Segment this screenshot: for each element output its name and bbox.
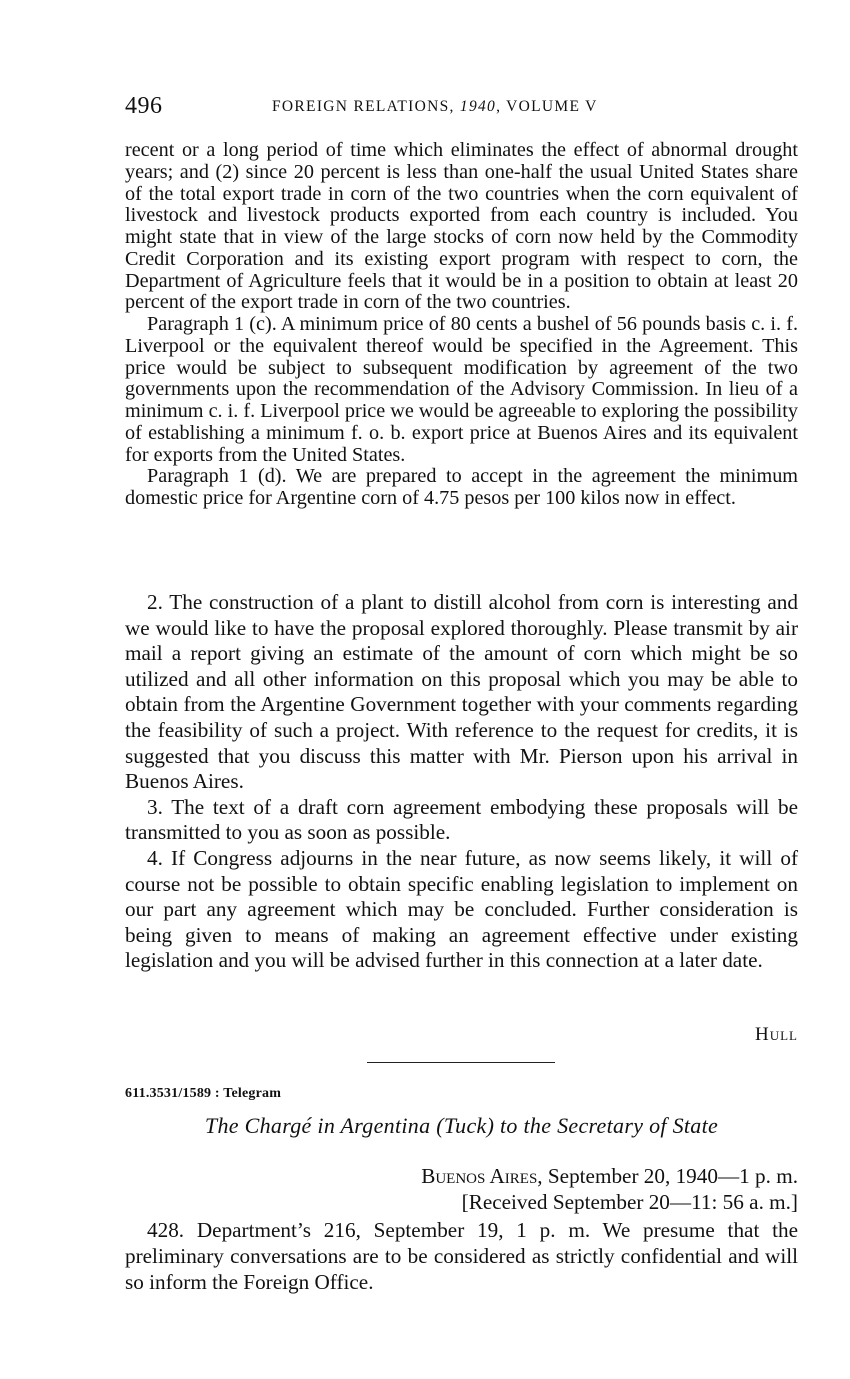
running-head-suffix: , VOLUME V — [496, 98, 598, 115]
received-line: [Received September 20—11: 56 a. m.] — [461, 1190, 798, 1214]
date-sent-line — [421, 1163, 798, 1189]
paragraph-continuation: recent or a long period of time which eliminates the effect of abnormal drought years; and (2) since 20 percent is less than one-half the usual United States share of the total export trade in corn of the two countries when the corn equivalent of livestock and livestock products exported from each country is included. You might state that in view of the large stocks of corn now held by the Commodity Credit Corporation and its existing export program with respect to corn, the Department of Agriculture feels that it would be in a position to obtain at least 20 percent of the export trade in corn of the two countries. — [125, 139, 798, 314]
telegram-paragraph: 428. Department’s 216, September 19, 1 p. m. We presume that the preliminary conversations are to be considered as strictly confidential and will so inform the Foreign Office. — [125, 1218, 798, 1294]
document-title: The Chargé in Argentina (Tuck) to the Secretary of State — [204, 1113, 719, 1138]
file-reference: 611.3531/1589 : Telegram — [125, 1086, 282, 1101]
running-head-prefix: FOREIGN RELATIONS, — [272, 98, 460, 115]
signature: Hull — [755, 1024, 798, 1045]
running-head-year: 1940 — [459, 98, 497, 115]
point-3: 3. The text of a draft corn agreement embodying these proposals will be transmitted to you as soon as possible. — [125, 794, 798, 845]
paragraph-1d: Paragraph 1 (d). We are prepared to accept in the agreement the minimum domestic price for Argentine corn of 4.75 pesos per 100 kilos now in effect. — [125, 465, 798, 509]
numbered-points — [125, 590, 798, 974]
running-head — [272, 98, 598, 116]
section-divider — [367, 1062, 555, 1063]
instructions-continued — [125, 140, 798, 510]
point-4: 4. If Congress adjourns in the near future, as now seems likely, it will of course not be possible to obtain specific enabling legislation to implement on our part any agreement which may be concluded. Further consideration is being given to means of making an agreement effective under existing legislation and you will be advised further in this connection at a later date. — [125, 845, 798, 973]
page-number: 496 — [125, 93, 163, 119]
paragraph-1c: Paragraph 1 (c). A minimum price of 80 cents a bushel of 56 pounds basis c. i. f. Liverpool or the equivalent thereof would be specified in the Agreement. This price would be subject to subsequent modification by agreement of the two governments upon the recommendation of the Advisory Commission. In lieu of a minimum c. i. f. Liverpool price we would be agreeable to exploring the possibility of establishing a minimum f. o. b. export price at Buenos Aires and its equivalent for exports from the United States. — [125, 313, 798, 466]
point-2: 2. The construction of a plant to distill alcohol from corn is interesting and we would like to have the proposal explored thoroughly. Please transmit by air mail a report giving an estimate of the amount of corn which might be so utilized and all other information on this proposal which you may be able to obtain from the Argentine Government together with your comments regarding the feasibility of such a project. With reference to the request for credits, it is suggested that you discuss this matter with Mr. Pierson upon his arrival in Buenos Aires. — [125, 590, 798, 794]
dateline-place: Buenos Aires — [421, 1164, 538, 1188]
telegram-body — [125, 1218, 798, 1295]
dateline-date: , September 20, 1940—1 p. m. — [537, 1164, 798, 1188]
dateline — [421, 1163, 798, 1215]
page-header — [125, 93, 798, 123]
